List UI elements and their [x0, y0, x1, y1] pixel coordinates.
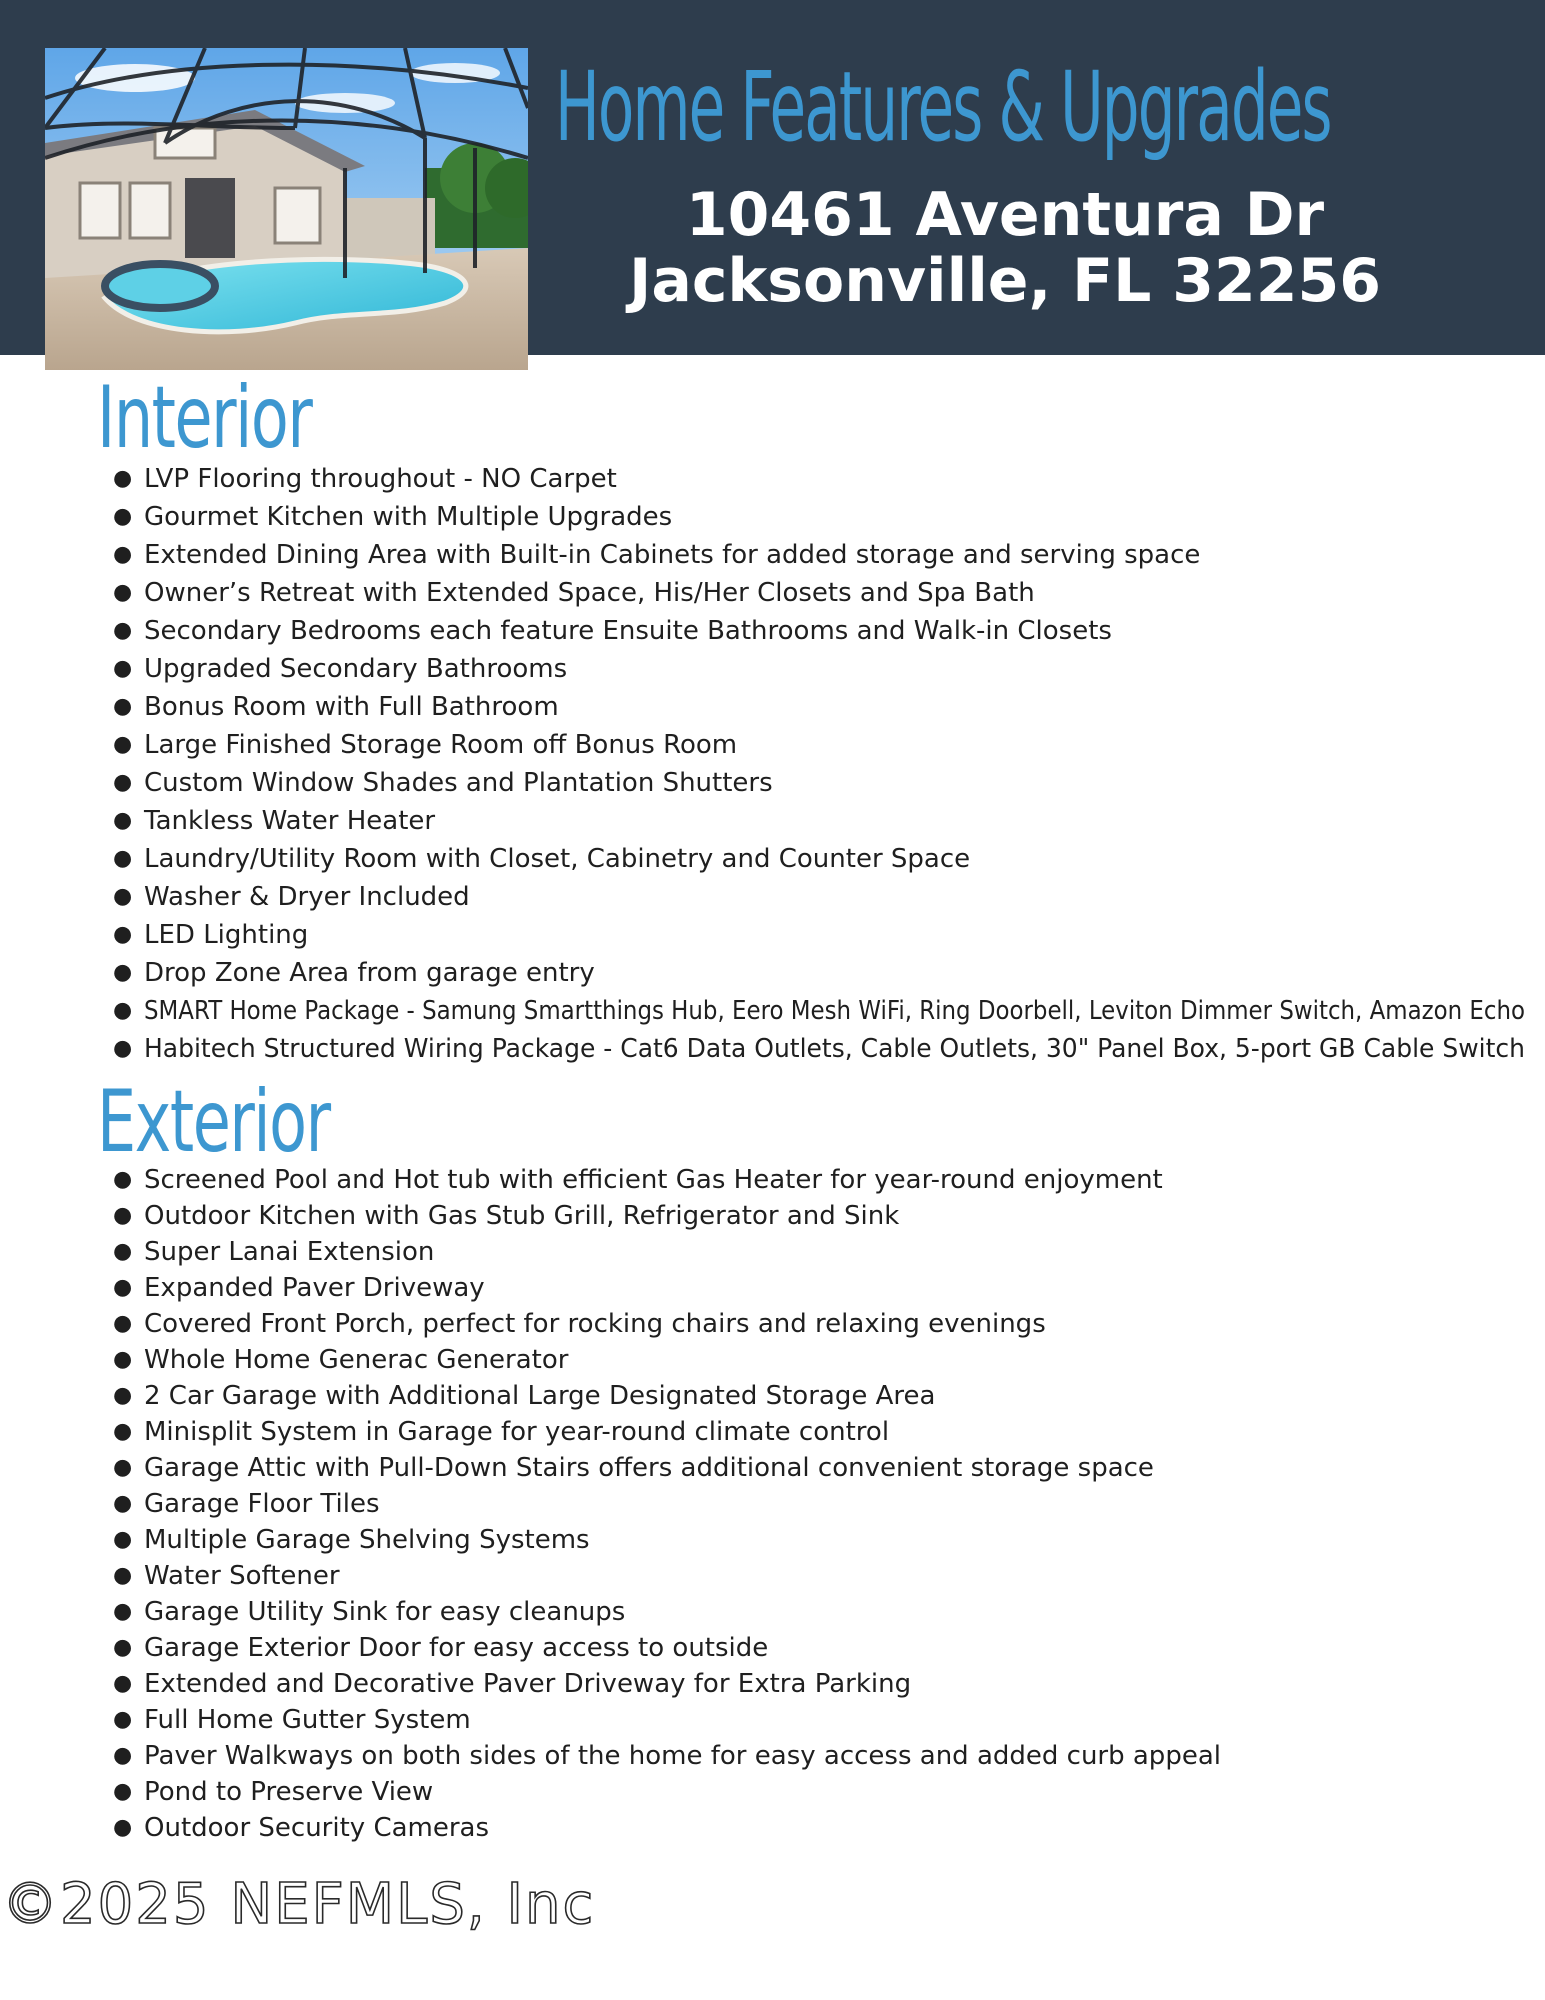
- bullet-icon: ●: [113, 1599, 133, 1624]
- list-item: ● Habitech Structured Wiring Package - Cat6 Data Outlets, Cable Outlets, 30" Panel Box, 5-port GB Cable Switch: [0, 1030, 1545, 1068]
- copyright-watermark: ©2025 NEFMLS, Inc: [2, 1872, 596, 1937]
- bullet-icon: ●: [113, 732, 133, 757]
- bullet-icon: ●: [113, 542, 133, 567]
- list-item: ● Custom Window Shades and Plantation Shutters: [0, 764, 1545, 802]
- list-item: ● Pond to Preserve View: [0, 1774, 1545, 1810]
- bullet-icon: ●: [113, 1311, 133, 1336]
- bullet-icon: ●: [113, 1563, 133, 1588]
- bullet-icon: ●: [113, 1167, 133, 1192]
- list-item: ● Expanded Paver Driveway: [0, 1270, 1545, 1306]
- bullet-icon: ●: [113, 960, 133, 985]
- address-city: Jacksonville, FL 32256: [629, 246, 1381, 316]
- list-item: ● Upgraded Secondary Bathrooms: [0, 650, 1545, 688]
- bullet-icon: ●: [113, 656, 133, 681]
- bullet-icon: ●: [113, 846, 133, 871]
- bullet-icon: ●: [113, 1275, 133, 1300]
- list-item: ● Gourmet Kitchen with Multiple Upgrades: [0, 498, 1545, 536]
- list-item: ● LVP Flooring throughout - NO Carpet: [0, 460, 1545, 498]
- list-item: ● Garage Utility Sink for easy cleanups: [0, 1594, 1545, 1630]
- bullet-icon: ●: [113, 1671, 133, 1696]
- address-street: 10461 Aventura Dr: [685, 180, 1325, 250]
- list-item: ● Minisplit System in Garage for year-round climate control: [0, 1414, 1545, 1450]
- list-item: ● Multiple Garage Shelving Systems: [0, 1522, 1545, 1558]
- list-item: ● Super Lanai Extension: [0, 1234, 1545, 1270]
- list-item: ● Secondary Bedrooms each feature Ensuite Bathrooms and Walk-in Closets: [0, 612, 1545, 650]
- list-item: ● Owner’s Retreat with Extended Space, His/Her Closets and Spa Bath: [0, 574, 1545, 612]
- list-item: ● Outdoor Security Cameras: [0, 1810, 1545, 1846]
- list-item: ● Garage Exterior Door for easy access to outside: [0, 1630, 1545, 1666]
- list-item: ● Whole Home Generac Generator: [0, 1342, 1545, 1378]
- list-item: ● Screened Pool and Hot tub with efficient Gas Heater for year-round enjoyment: [0, 1162, 1545, 1198]
- list-item: ● Laundry/Utility Room with Closet, Cabinetry and Counter Space: [0, 840, 1545, 878]
- list-item: ● Full Home Gutter System: [0, 1702, 1545, 1738]
- bullet-icon: ●: [113, 1635, 133, 1660]
- bullet-icon: ●: [113, 1707, 133, 1732]
- list-item: ● Bonus Room with Full Bathroom: [0, 688, 1545, 726]
- list-item: ● Tankless Water Heater: [0, 802, 1545, 840]
- interior-feature-list: [0, 460, 1545, 1068]
- bullet-icon: ●: [113, 1455, 133, 1480]
- bullet-icon: ●: [113, 998, 133, 1023]
- bullet-icon: ●: [113, 1203, 133, 1228]
- bullet-icon: ●: [113, 618, 133, 643]
- list-item: ● Garage Floor Tiles: [0, 1486, 1545, 1522]
- bullet-icon: ●: [113, 1815, 133, 1840]
- list-item: ● Outdoor Kitchen with Gas Stub Grill, Refrigerator and Sink: [0, 1198, 1545, 1234]
- list-item: ● Drop Zone Area from garage entry: [0, 954, 1545, 992]
- bullet-icon: ●: [113, 808, 133, 833]
- bullet-icon: ●: [113, 694, 133, 719]
- list-item: ● LED Lighting: [0, 916, 1545, 954]
- bullet-icon: ●: [113, 770, 133, 795]
- list-item: ● Extended and Decorative Paver Driveway for Extra Parking: [0, 1666, 1545, 1702]
- list-item: ● Garage Attic with Pull-Down Stairs offers additional convenient storage space: [0, 1450, 1545, 1486]
- list-item: ● Washer & Dryer Included: [0, 878, 1545, 916]
- bullet-icon: ●: [113, 1239, 133, 1264]
- bullet-icon: ●: [113, 1419, 133, 1444]
- bullet-icon: ●: [113, 580, 133, 605]
- exterior-feature-list: [0, 1162, 1545, 1846]
- list-item: ● Water Softener: [0, 1558, 1545, 1594]
- bullet-icon: ●: [113, 504, 133, 529]
- interior-heading: Interior: [97, 368, 312, 468]
- list-item: ● Paver Walkways on both sides of the home for easy access and added curb appeal: [0, 1738, 1545, 1774]
- list-item: ● Covered Front Porch, perfect for rocking chairs and relaxing evenings: [0, 1306, 1545, 1342]
- bullet-icon: ●: [113, 1383, 133, 1408]
- bullet-icon: ●: [113, 1779, 133, 1804]
- pool-photo-illustration: [45, 48, 528, 370]
- list-item: ● SMART Home Package - Samung Smartthings Hub, Eero Mesh WiFi, Ring Doorbell, Leviton Dimmer Switch, Amazon Echo: [0, 992, 1545, 1030]
- list-item: ● Large Finished Storage Room off Bonus Room: [0, 726, 1545, 764]
- bullet-icon: ●: [113, 1036, 133, 1061]
- pool-photo: [45, 48, 528, 370]
- bullet-icon: ●: [113, 1491, 133, 1516]
- list-item: ● 2 Car Garage with Additional Large Designated Storage Area: [0, 1378, 1545, 1414]
- bullet-icon: ●: [113, 466, 133, 491]
- exterior-heading: Exterior: [97, 1072, 330, 1172]
- list-item: ● Extended Dining Area with Built-in Cabinets for added storage and serving space: [0, 536, 1545, 574]
- bullet-icon: ●: [113, 922, 133, 947]
- page-title: Home Features & Upgrades: [555, 51, 1331, 163]
- bullet-icon: ●: [113, 1527, 133, 1552]
- bullet-icon: ●: [113, 1743, 133, 1768]
- bullet-icon: ●: [113, 884, 133, 909]
- bullet-icon: ●: [113, 1347, 133, 1372]
